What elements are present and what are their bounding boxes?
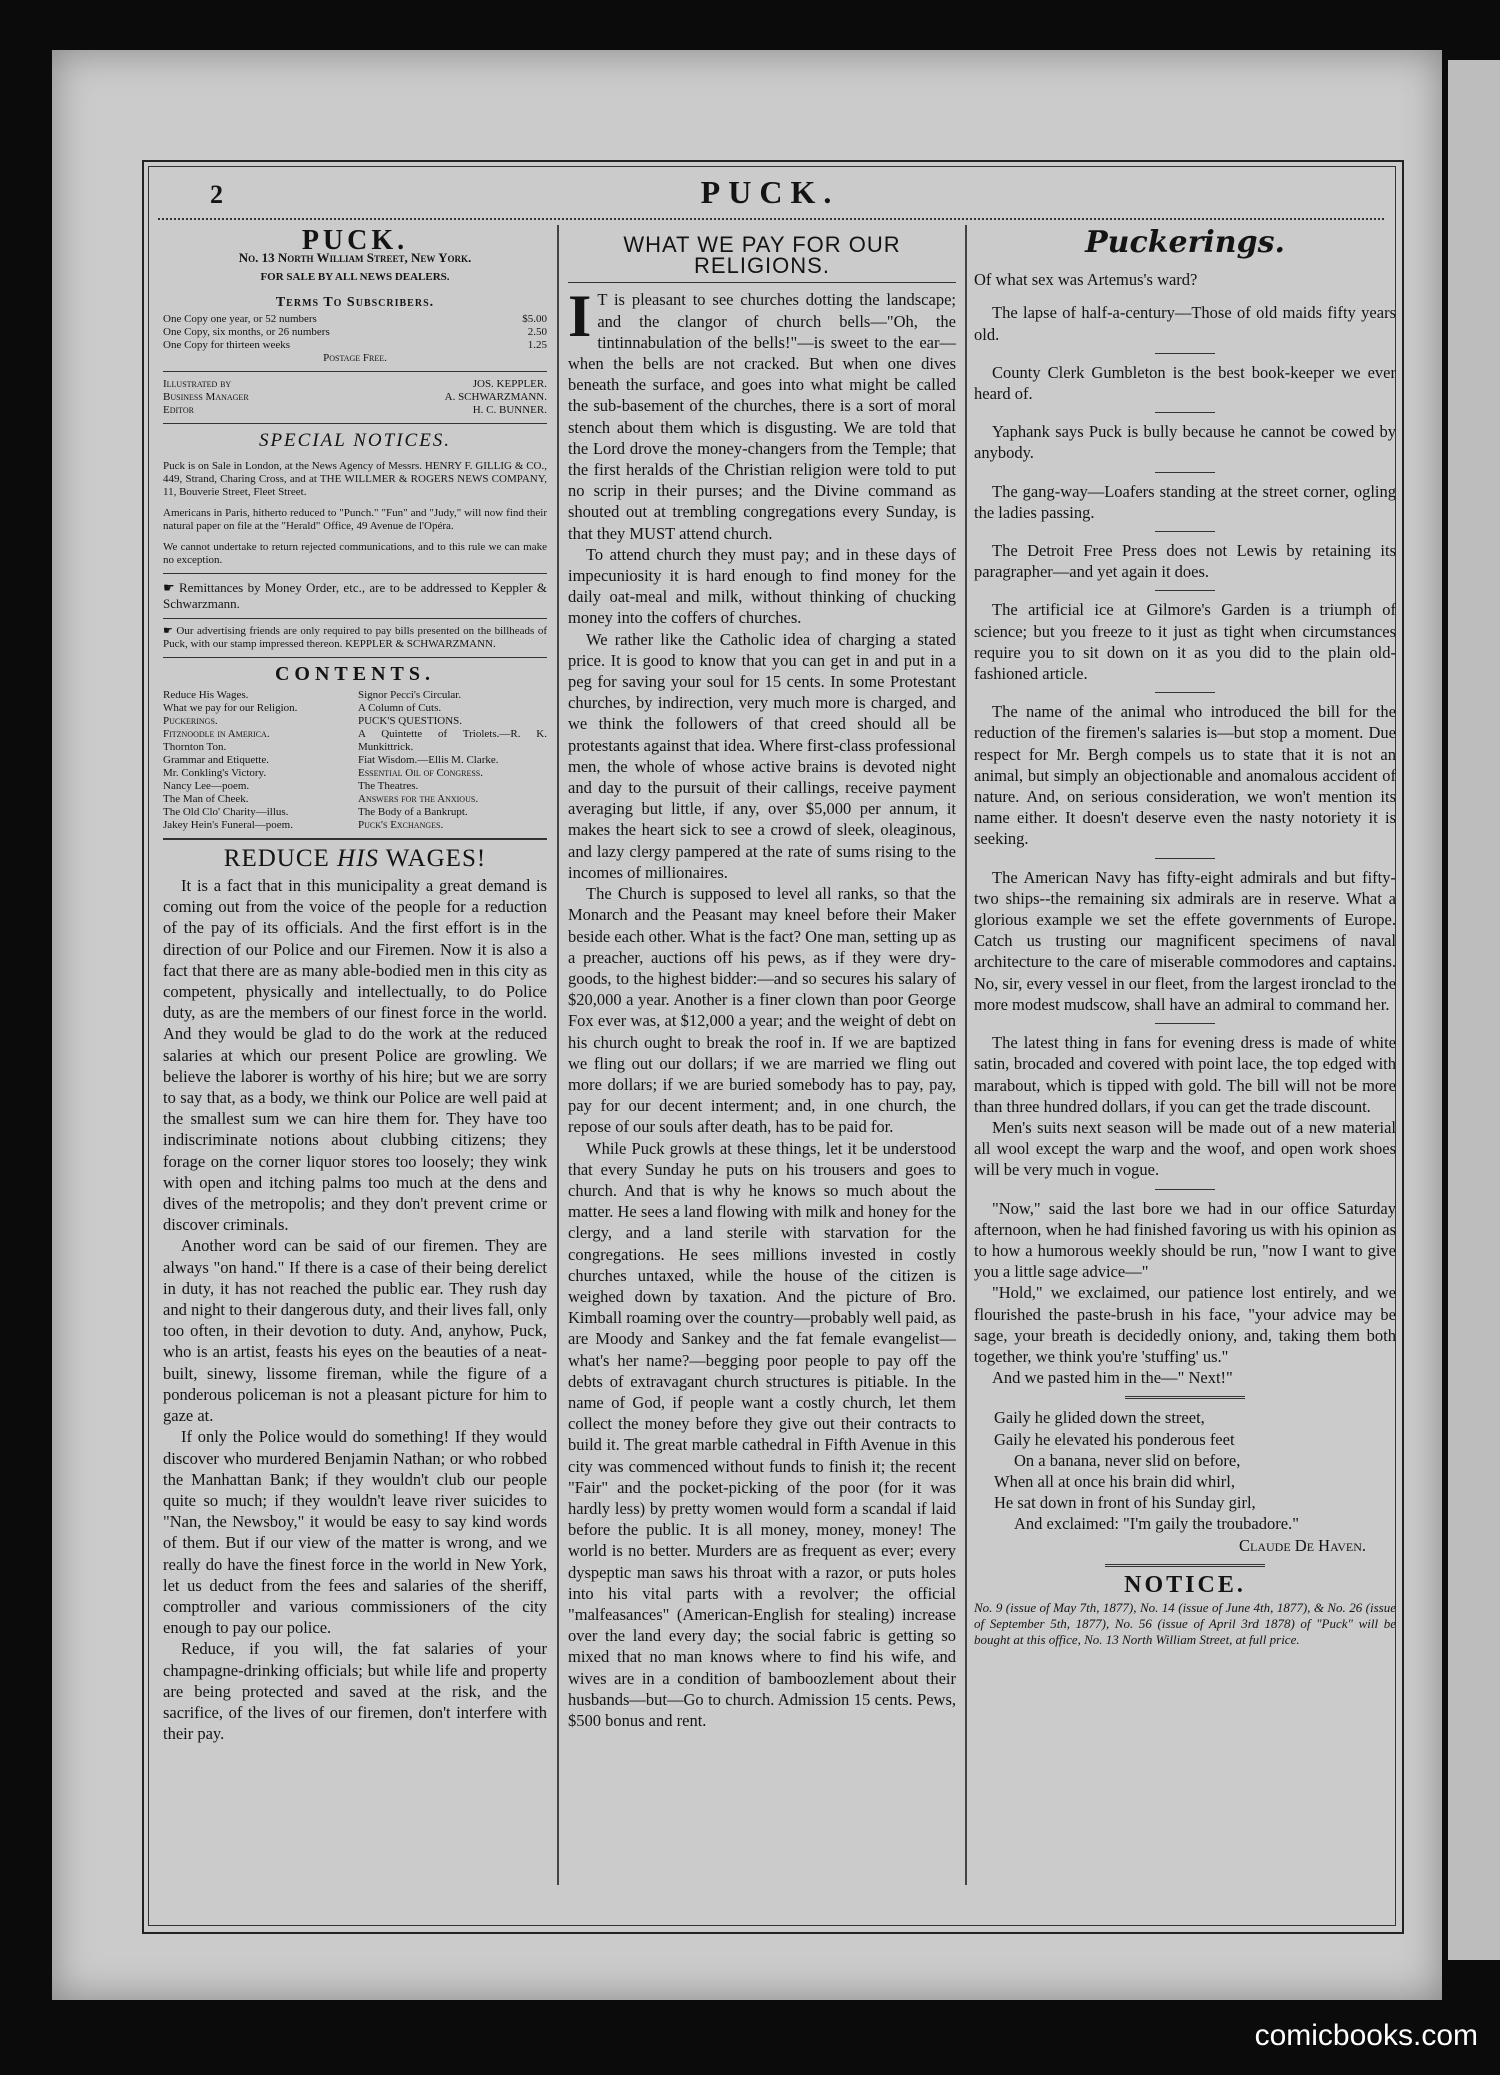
terms-row: One Copy, six months, or 26 numbers 2.50 xyxy=(163,326,547,339)
staff-row: Illustrated by JOS. KEPPLER. xyxy=(163,378,547,391)
puckering-item: The gang-way—Loafers standing at the street corner, ogling the ladies passing. xyxy=(974,481,1396,522)
divider xyxy=(1155,858,1215,859)
contents-item: Nancy Lee—poem. xyxy=(163,779,250,792)
contents-item: Fitznoodle in America. xyxy=(163,727,270,740)
postage-note: Postage Free. xyxy=(323,352,387,365)
puckering-item: The lapse of half-a-century—Those of old maids fifty years old. xyxy=(974,303,1396,344)
staff-row: Business Manager A. SCHWARZMANN. xyxy=(163,391,547,404)
puckering-item: And we pasted him in the—" Next!" xyxy=(992,1368,1233,1388)
puckering-item: "Now," said the last bore we had in our office Saturday afternoon, when he had finished favoring us with his opinion as to how a humorous weekly should be run, "now I want to give you a little sage advice—" xyxy=(974,1198,1396,1282)
contents-item: Essential Oil of Congress. xyxy=(358,766,484,779)
puckering-item: The latest thing in fans for evening dress is made of white satin, brocaded and covered with point lace, the top edged with marabout, which is tipped with gold. The bill will not be more than three hundred dollars, if you can get the trade discount. xyxy=(974,1033,1396,1116)
divider xyxy=(1105,1564,1265,1567)
advertising-notice: ☛ Our advertising friends are only required to pay bills presented on the billheads of Puck, with our stamp impressed thereon. KEPPLER & SCHWARZMANN. xyxy=(163,624,547,650)
facing-page-edge xyxy=(1448,60,1500,1960)
divider xyxy=(163,573,547,574)
divider xyxy=(1155,531,1215,532)
contents-right xyxy=(358,689,547,832)
article-paragraph: While Puck growls at these things, let it be understood that every Sunday he puts on his trousers and goes to church. And that is why he knows so much about the matter. He sees a land flowing with milk and honey for the clergy, and a land sterile with starvation for the congregations. He sees millions invested in costly churches untaxed, while the house of the citizen is weighed down by taxation. And the picture of Bro. Kimball roaming over the country—probably well paid, as are Moody and Sankey and the fat female evangelist—what's her name?—begging poor people to pay off the debts of extravagant church structures is pitiable. In the name of God, if people want a costly church, let them collect the money before they give out their contracts to build it. The great marble cathedral in Fifth Avenue in this city was commenced without funds to finish it; the recent "Fair" and the pocket-picking of the poor (for it was hardly less) by pretty women would form a scandal if laid before the public. It is all money, money, money! The world is no better. Murders are as frequent as ever; every dyspeptic man saws his throat with a razor, or puts holes into his vital parts with a revolver; the official "malfeasances" (American-English for stealing) increase over the land every day; the social fabric is getting so mixed that no man knows where to find his wife, and wives are in a condition of bamboozlement about their husbands—but—Go to church. Admission 15 cents. Pews, $500 bonus and rent. xyxy=(568,1138,956,1731)
header-rule xyxy=(158,218,1384,220)
divider xyxy=(568,282,956,283)
puckering-item: "Hold," we exclaimed, our patience lost entirely, and we flourished the paste-brush in his face, "your advice may be sage, your breath is decidedly oniony, and, taking them both together, we think you're 'stuffing' us." xyxy=(974,1283,1396,1366)
watermark: comicbooks.com xyxy=(1254,2019,1478,2052)
terms-title: Terms To Subscribers. xyxy=(275,295,435,311)
divider xyxy=(163,371,547,372)
divider xyxy=(1155,353,1215,354)
contents-item: PUCK'S QUESTIONS. xyxy=(358,714,463,727)
special-notice-rejected: We cannot undertake to return rejected communications, and to this rule we can make no exception. xyxy=(163,540,547,566)
puckering-item: The name of the animal who introduced the bill for the reduction of the firemen's salaries is—but stop a moment. Due respect for Mr. Bergh compels us to state that it is not an animal, but simply an objectionable and anomalous accident of nature. And, on serious consideration, we won't mention its name either. It doesn't deserve even the nasty notoriety it is seeking. xyxy=(974,702,1396,849)
divider xyxy=(1155,590,1215,591)
column-left xyxy=(163,225,547,1744)
special-notices-title: SPECIAL NOTICES. xyxy=(258,430,452,452)
contents-title: CONTENTS. xyxy=(274,662,436,685)
terms-row: One Copy one year, or 52 numbers $5.00 xyxy=(163,313,547,326)
poem-author: Claude De Haven. xyxy=(1239,1535,1366,1555)
contents-item: Answers for the Anxious. xyxy=(358,792,479,805)
divider xyxy=(163,838,547,840)
publisher-title: PUCK. xyxy=(301,225,409,256)
divider xyxy=(1155,1189,1215,1190)
contents-item: The Man of Cheek. xyxy=(163,792,249,805)
pointing-hand-icon: ☛ xyxy=(163,579,179,595)
contents-item: Fiat Wisdom.—Ellis M. Clarke. xyxy=(358,753,499,766)
staff-row: Editor H. C. BUNNER. xyxy=(163,404,547,417)
contents-item: A Column of Cuts. xyxy=(358,701,442,714)
poem-line: On a banana, never slid on before, xyxy=(1014,1450,1241,1470)
page-header xyxy=(150,170,1390,218)
terms-list xyxy=(163,313,547,352)
contents-item: Jakey Hein's Funeral—poem. xyxy=(163,818,293,831)
poem-line: When all at once his brain did whirl, xyxy=(994,1471,1236,1491)
divider xyxy=(163,423,547,424)
article-title-reduce: REDUCE HIS WAGES! xyxy=(223,844,487,872)
poem-line: And exclaimed: "I'm gaily the troubadore." xyxy=(1014,1514,1299,1534)
drop-cap: I xyxy=(568,283,592,350)
article-paragraph: The Church is supposed to level all ranks, so that the Monarch and the Peasant may kneel before their Maker beside each other. What is the fact? One man, setting up as a preacher, auctions off his pews, as if they were dry-goods, to the highest bidder:—and so secures his salary of $20,000 a year. Another is a finer clown than poor George Fox ever was, at $12,000 a year; and the weight of debt on his church ought to break the roof in. If we are baptized we fling out our dollars; if we are married we fling out more dollars; if we are buried somebody has to pay, pay, pay for our decent interment; and, in one church, the repose of our souls after death, has to be paid for. xyxy=(568,884,956,1137)
contents-item: The Body of a Bankrupt. xyxy=(358,805,468,818)
divider xyxy=(163,618,547,619)
article-paragraph: To attend church they must pay; and in these days of impecuniosity it is hard enough to find money for the daily oat-meal and milk, without thinking of chucking money into the coffers of churches. xyxy=(568,544,956,628)
contents-item: Puckerings. xyxy=(163,714,218,727)
poem xyxy=(974,1407,1396,1555)
contents-item: A Quintette of Triolets.—R. K. Munkittrick. xyxy=(358,727,547,753)
column-right xyxy=(974,225,1396,1648)
special-notice-paris: Americans in Paris, hitherto reduced to "Punch." "Fun" and "Judy," will now find their natural paper on file at the "Herald" Office, 49 Avenue de l'Opéra. xyxy=(163,506,547,532)
article-paragraph: It is a fact that in this municipality a great demand is coming out from the voice of the people for a reduction of the pay of its officials. And the first effort is in the direction of our Police and our Firemen. Now it is also a fact that there are as many able-bodied men in this city as competent, physically and intellectually, to do Police duty, as are the members of our finest force in the world. And they would be glad to do the work at the reduced salaries at which our present Police are growling. We believe the laborer is worthy of his hire; but we are sorry to say that, as a body, we think our Police are well paid at the smallest sum we can hire them for. They have too indiscriminate notions about clubbing citizens; they forage on the corner liquor stores too loosely; they wink with open and itching palms too much at the dens and dives of the metropolis; and they don't prevent crime or discover criminals. xyxy=(163,876,547,1235)
article-paragraph: If only the Police would do something! If they would discover who murdered Benjamin Nathan; or who robbed the Manhattan Bank; if they wouldn't club our people quite so much; if they wouldn't leave river suicides to "Nan, the Newsboy," it would be easy to say kind words of them. But if our view of the matter is wrong, and we really do have the finest force in the world in New York, let us deduct from the fees and salaries of the sheriff, comptroller and various commissioners of the city enough to pay our police. xyxy=(163,1427,547,1638)
puckering-item: Men's suits next season will be made out of a new material all wool except the warp and the woof, and open work shoes will be very much in vogue. xyxy=(974,1117,1396,1180)
column-divider xyxy=(557,225,559,1885)
contents-item: The Theatres. xyxy=(358,779,419,792)
contents-left xyxy=(163,689,352,832)
divider xyxy=(163,657,547,658)
terms-row: One Copy for thirteen weeks 1.25 xyxy=(163,339,547,352)
contents-item: Mr. Conkling's Victory. xyxy=(163,766,267,779)
puckerings-title: Puckerings. xyxy=(1085,225,1285,260)
poem-line: Gaily he elevated his ponderous feet xyxy=(994,1429,1235,1449)
masthead: PUCK. xyxy=(700,174,840,210)
contents-item: Grammar and Etiquette. xyxy=(163,753,269,766)
divider xyxy=(1155,412,1215,413)
divider xyxy=(1155,692,1215,693)
contents-list xyxy=(163,689,547,832)
divider xyxy=(1125,1396,1245,1399)
notice-title: NOTICE. xyxy=(1124,1571,1246,1598)
divider xyxy=(1155,1023,1215,1024)
puckering-item: The Detroit Free Press does not Lewis by retaining its paragrapher—and yet again it does. xyxy=(974,541,1396,582)
article-title-religions: WHAT WE PAY FOR OUR RELIGIONS. xyxy=(623,232,901,279)
staff-list xyxy=(163,378,547,417)
contents-item: Thornton Ton. xyxy=(163,740,227,753)
page-number: 2 xyxy=(210,180,223,209)
special-notice-london: Puck is on Sale in London, at the News Agency of Messrs. HENRY F. GILLIG & CO., 449, Strand, Charing Cross, and at THE WILLMER & ROGERS NEWS COMPANY, 11, Bouverie Street, Fleet Street. xyxy=(163,459,547,498)
puckering-item: The artificial ice at Gilmore's Garden is a triumph of science; but you freeze to it just as tight when circumstances require you to sit down on it as you did to the plain old-fashioned article. xyxy=(974,600,1396,684)
puckering-item: Of what sex was Artemus's ward? xyxy=(974,270,1198,290)
article-paragraph: Another word can be said of our firemen. They are always "on hand." If there is a case of their being derelict in duty, it has not reached the public ear. They rush day and night to their dangerous duty, and their lives fall, only too often, in their devotion to duty. And, anyhow, Puck, who is an artist, feasts his eyes on the beauties of a neat-built, sinewy, lissome fireman, while the figure of a ponderous policeman is not a pleasant picture for him to gaze at. xyxy=(163,1236,547,1426)
contents-item: What we pay for our Religion. xyxy=(163,701,298,714)
publisher-address: No. 13 North William Street, New York. xyxy=(238,250,472,266)
column-divider xyxy=(965,225,967,1885)
puckering-item: County Clerk Gumbleton is the best book-keeper we ever heard of. xyxy=(974,362,1396,404)
contents-item: The Old Clo' Charity—illus. xyxy=(163,805,289,818)
contents-item: Signor Pecci's Circular. xyxy=(358,688,462,701)
remittance-notice: ☛ Remittances by Money Order, etc., are to be addressed to Keppler & Schwarzmann. xyxy=(163,579,547,611)
contents-item: Reduce His Wages. xyxy=(163,688,249,701)
contents-item: Puck's Exchanges. xyxy=(358,818,444,831)
poem-line: Gaily he glided down the street, xyxy=(994,1408,1205,1428)
notice-text: No. 9 (issue of May 7th, 1877), No. 14 (issue of June 4th, 1877), & No. 26 (issue of September 5th, 1877), No. 56 (issue of April 3rd 1878) of "Puck" will be bought at this office, No. 13 North William Street, at full price. xyxy=(974,1599,1396,1647)
puckering-item: Yaphank says Puck is bully because he cannot be cowed by anybody. xyxy=(974,422,1396,463)
article-paragraph: We rather like the Catholic idea of charging a stated price. It is good to know that you can get in and put in a peg for saving your soul for 15 cents. In some Protestant churches, by indirection, very much more is charged, and we think the followers of that creed should all be protestants against that idea. Where first-class professional men, the whole of whose active brains is devoted night and day to the pursuit of their callings, receive payment averaging but little, if any, over $5,000 per annum, it makes the heart sick to see a crowd of sleek, oleaginous, and lazy clergy pampered at the rate of sums rising to the incomes of millionaires. xyxy=(568,629,956,882)
column-middle xyxy=(568,228,956,1731)
article-paragraph: I T is pleasant to see churches dotting the landscape; and the clangor of church bells—"Oh, the tintinnabulation of the bells!"—is sweet to the ear—when the bells are not cracked. But when one dives beneath the surface, and goes into what might be called the sub-basement of the churches, there is a sort of moral stench about them which is disgusting. We are told that the Lord drove the money-changers from the Temple; that the first heralds of the Christian religion were told to put no scrip in their purses; and the Divine command as shouted out at trembling congregations every Sunday, is that they MUST attend church. xyxy=(568,283,956,543)
article-paragraph: Reduce, if you will, the fat salaries of your champagne-drinking officials; but while life and property are being protected and saved at the risk, and the sacrifice, of the lives of our firemen, don't interfere with their pay. xyxy=(163,1639,547,1744)
poem-line: He sat down in front of his Sunday girl, xyxy=(994,1493,1256,1513)
for-sale-notice: FOR SALE BY ALL NEWS DEALERS. xyxy=(260,271,450,284)
divider xyxy=(1155,472,1215,473)
pointing-hand-icon: ☛ xyxy=(163,624,177,637)
puckering-item: The American Navy has fifty-eight admirals and but fifty-two ships--the remaining six admirals are in reserve. What a glorious example we set the effete governments of Europe. Catch us trusting our magnificent specimens of naval architecture to the care of miserable commodores and captains. No, sir, every vessel in our fleet, from the largest ironclad to the more modest mudscow, shall have an admiral to command her. xyxy=(974,867,1396,1014)
